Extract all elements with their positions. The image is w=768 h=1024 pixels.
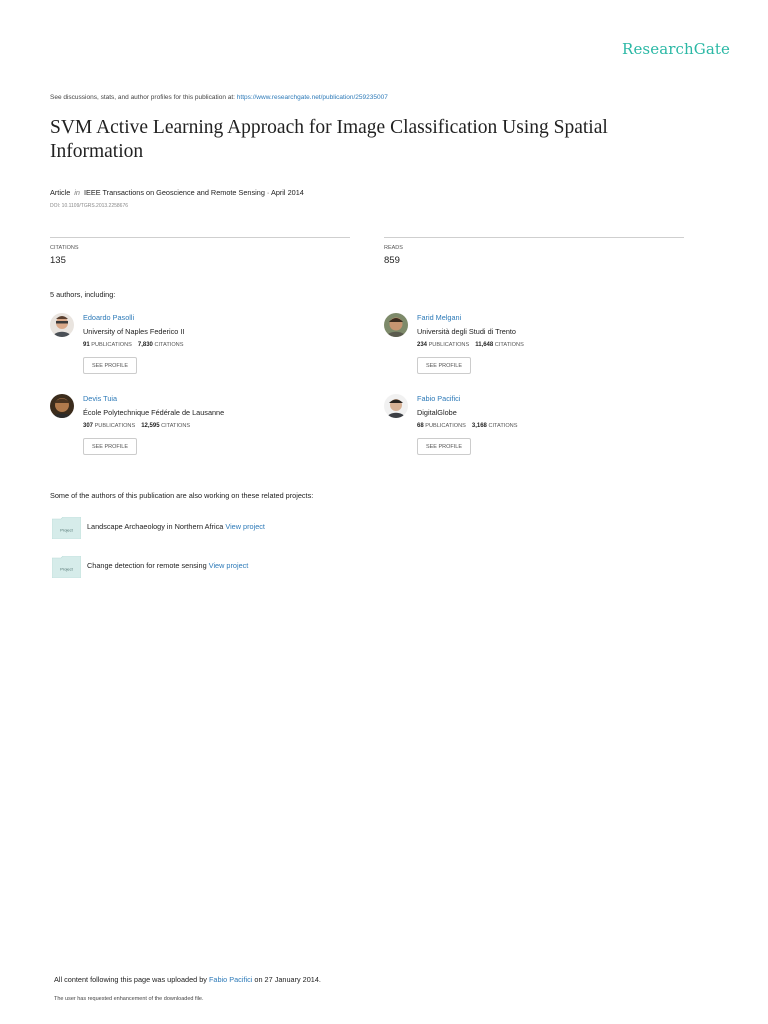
author-institution: DigitalGlobe	[417, 408, 457, 417]
discussion-text: See discussions, stats, and author profiles for this publication at:	[50, 94, 237, 101]
avatar[interactable]	[50, 394, 74, 418]
publications-label: PUBLICATIONS	[94, 423, 136, 429]
author-card	[384, 313, 684, 379]
project-line	[87, 522, 265, 531]
citation-count: 3,168	[471, 423, 487, 429]
project-name: Change detection for remote sensing	[87, 561, 207, 570]
see-profile-button[interactable]: SEE PROFILE	[417, 438, 471, 455]
article-type: Article	[50, 188, 71, 197]
uploader-link[interactable]: Fabio Pacifici	[208, 975, 253, 984]
publication-count: 68	[417, 423, 424, 429]
project-item	[52, 556, 452, 578]
project-icon-label: Project	[60, 527, 73, 533]
project-folder-icon	[52, 517, 81, 539]
publication-url-link[interactable]: https://www.researchgate.net/publication/259235007	[236, 94, 388, 101]
publication-title: SVM Active Learning Approach for Image Classification Using Spatial Information	[50, 117, 608, 162]
citations-label: CITATIONS	[488, 423, 518, 429]
enhancement-note: The user has requested enhancement of the downloaded file.	[54, 996, 204, 1002]
journal-name[interactable]: IEEE Transactions on Geoscience and Remote Sensing · April 2014	[83, 188, 304, 197]
publication-count: 91	[83, 342, 90, 348]
authors-heading: 5 authors, including:	[50, 290, 116, 299]
author-stats	[417, 423, 517, 429]
citations-count: 135	[50, 255, 66, 266]
upload-suffix: on 27 January 2014.	[252, 975, 321, 984]
citation-count: 7,830	[137, 342, 153, 348]
upload-prefix: All content following this page was uploaded by	[54, 975, 209, 984]
publications-label: PUBLICATIONS	[91, 342, 132, 348]
citations-label: CITATIONS	[161, 423, 191, 429]
discussion-line	[50, 94, 388, 101]
author-institution: École Polytechnique Fédérale de Lausanne	[83, 408, 225, 417]
author-name[interactable]: Fabio Pacifici	[417, 394, 461, 403]
view-project-link[interactable]: View project	[208, 561, 249, 570]
avatar[interactable]	[50, 313, 74, 337]
author-stats	[83, 342, 183, 348]
in-word: in	[74, 188, 80, 197]
avatar[interactable]	[384, 394, 408, 418]
author-name[interactable]: Edoardo Pasolli	[83, 313, 135, 322]
project-name: Landscape Archaeology in Northern Africa	[87, 522, 224, 531]
see-profile-button[interactable]: SEE PROFILE	[417, 357, 471, 374]
doi: DOI: 10.1109/TGRS.2013.2258676	[50, 203, 129, 209]
researchgate-logo[interactable]: ResearchGate	[622, 40, 730, 58]
citations-label: CITATIONS	[154, 342, 184, 348]
project-item	[52, 517, 452, 539]
reads-label: READS	[384, 245, 403, 251]
publication-meta	[50, 188, 304, 197]
related-projects-heading: Some of the authors of this publication are also working on these related projects:	[50, 491, 314, 500]
project-icon-label: Project	[60, 566, 73, 572]
see-profile-button[interactable]: SEE PROFILE	[83, 438, 137, 455]
citation-count: 11,648	[475, 342, 494, 348]
project-folder-icon	[52, 556, 81, 578]
author-institution: Università degli Studi di Trento	[417, 327, 516, 336]
citations-label: CITATIONS	[50, 245, 79, 251]
author-name[interactable]: Farid Melgani	[417, 313, 462, 322]
project-line	[87, 561, 248, 570]
avatar[interactable]	[384, 313, 408, 337]
citations-label: CITATIONS	[494, 342, 524, 348]
author-institution: University of Naples Federico II	[83, 327, 185, 336]
author-card	[384, 394, 684, 460]
reads-divider	[384, 237, 684, 238]
publication-count: 307	[83, 423, 94, 429]
publications-label: PUBLICATIONS	[428, 342, 470, 348]
publication-count: 234	[417, 342, 428, 348]
author-name[interactable]: Devis Tuia	[83, 394, 118, 403]
see-profile-button[interactable]: SEE PROFILE	[83, 357, 137, 374]
citations-divider	[50, 237, 350, 238]
author-card	[50, 394, 350, 460]
author-stats	[417, 342, 524, 348]
view-project-link[interactable]: View project	[225, 522, 265, 531]
author-stats	[83, 423, 190, 429]
author-card	[50, 313, 350, 379]
upload-info	[54, 975, 321, 984]
reads-count: 859	[384, 255, 400, 266]
publications-label: PUBLICATIONS	[425, 423, 466, 429]
citation-count: 12,595	[141, 423, 160, 429]
